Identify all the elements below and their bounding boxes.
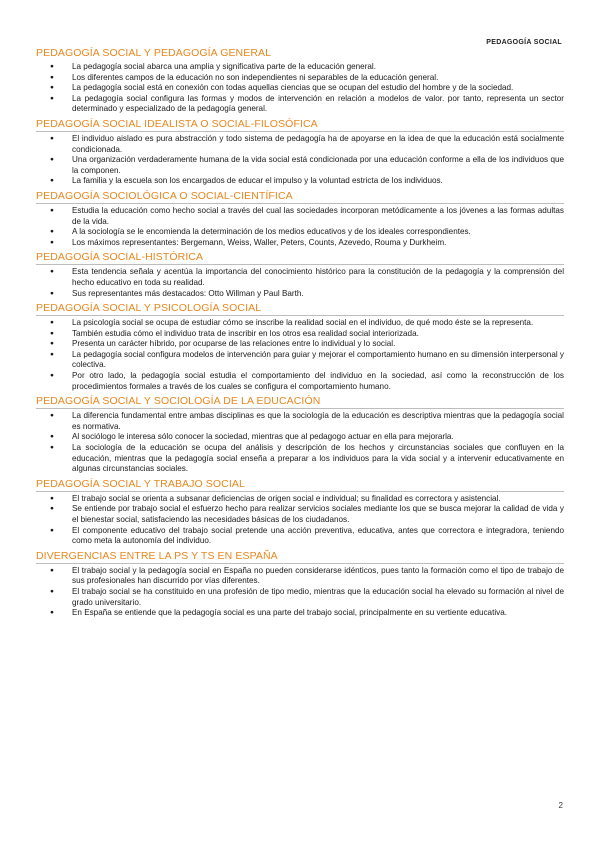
section-sociologia-educacion [36,395,564,475]
bullet-item: ● La pedagogía social configura las formas y modos de intervención en relación a modelos de valor. por tanto, representa un sector determinado y especializado de la pedagogía general. [36,94,564,115]
section-idealista [36,118,564,187]
section-trabajo-social [36,478,564,547]
bullet-item: ● La pedagogía social está en conexión con todas aquellas ciencias que se ocupan del estudio del hombre y de la sociedad. [36,83,564,94]
bullet-item: ● En España se entiende que la pedagogía social es una parte del trabajo social, principalmente en su vertiente educativa. [36,608,564,619]
section-title: DIVERGENCIAS ENTRE LA PS Y TS EN ESPAÑA [36,550,564,564]
page-number: 2 [558,801,563,810]
section-psicologia-social [36,302,564,392]
bullet-item: ● Por otro lado, la pedagogía social estudia el comportamiento del individuo en la sociedad, así como la reconstrucción de los procedimientos formales a través de los cuales se configura el comportamiento humano. [36,371,564,392]
bullet-list [36,411,564,475]
bullet-item: ● Los diferentes campos de la educación no son independientes ni separables de la educación general. [36,73,564,84]
bullet-item: ● Estudia la educación como hecho social a través del cual las sociedades incorporan metódicamente a los jóvenes a las formas adultas de la vida. [36,206,564,227]
section-title: PEDAGOGÍA SOCIAL Y SOCIOLOGÍA DE LA EDUCACIÓN [36,395,564,409]
bullet-list [36,267,564,299]
document-body [36,47,564,622]
section-sociologica [36,190,564,248]
section-title: PEDAGOGÍA SOCIAL Y PSICOLOGÍA SOCIAL [36,302,564,316]
section-title: PEDAGOGÍA SOCIAL Y TRABAJO SOCIAL [36,478,564,492]
bullet-item: ● También estudia cómo el individuo trata de inscribir en los otros esa realidad social interiorizada. [36,329,564,340]
bullet-item: ● Una organización verdaderamente humana de la vida social está condicionada por una educación conforme a ella de los individuos que la componen. [36,155,564,176]
bullet-item: ● La diferencia fundamental entre ambas disciplinas es que la sociología de la educación es descriptiva mientras que la pedagogía social es normativa. [36,411,564,432]
bullet-item: ● Esta tendencia señala y acentúa la importancia del conocimiento histórico para la constitución de la pedagogía y la comprensión del hecho educativo en toda su realidad. [36,267,564,288]
bullet-item: ● Se entiende por trabajo social el esfuerzo hecho para realizar servicios sociales mediante los que se busca mejorar la calidad de vida y el bienestar social, satisfaciendo las necesidades básicas de los ciudadanos. [36,504,564,525]
bullet-item: ● Sus representantes más destacados: Otto Willman y Paul Barth. [36,289,564,300]
section-title: PEDAGOGÍA SOCIAL IDEALISTA O SOCIAL-FILOSÓFICA [36,118,564,132]
bullet-list [36,134,564,187]
bullet-item: ● Los máximos representantes: Bergemann, Weiss, Waller, Peters, Counts, Azevedo, Rouma y Durkheim. [36,238,564,249]
running-header: PEDAGOGÍA SOCIAL [486,39,562,46]
bullet-list [36,318,564,392]
bullet-list [36,62,564,115]
bullet-item: ● A la sociología se le encomienda la determinación de los medios educativos y de los ideales correspondientes. [36,227,564,238]
bullet-list [36,494,564,547]
section-historica [36,251,564,299]
section-title: PEDAGOGÍA SOCIOLÓGICA O SOCIAL-CIENTÍFICA [36,190,564,204]
section-pedagogia-general [36,47,564,115]
section-title: PEDAGOGÍA SOCIAL-HISTÓRICA [36,251,564,265]
bullet-item: ● La sociología de la educación se ocupa del análisis y descripción de los hechos y circunstancias sociales que confluyen en la educación, mientras que la pedagogía social enseña a preparar a los individuos para la vida social y a intervenir educativamente en algunas circunstancias sociales. [36,443,564,475]
bullet-list [36,566,564,619]
bullet-item: ● El trabajo social y la pedagogía social en España no pueden considerarse idénticos, pues tanto la formación como el tipo de trabajo de sus profesionales han discurrido por vías diferentes. [36,566,564,587]
bullet-item: ● El trabajo social se orienta a subsanar deficiencias de origen social e individual; su finalidad es correctora y asistencial. [36,494,564,505]
bullet-item: ● El trabajo social se ha constituido en una profesión de tipo medio, mientras que la educación social ha elevado su formación al nivel de grado universitario. [36,587,564,608]
bullet-item: ● La psicología social se ocupa de estudiar cómo se inscribe la realidad social en el individuo, de qué modo éste se la representa. [36,318,564,329]
bullet-item: ● La pedagogía social configura modelos de intervención para guiar y mejorar el comportamiento humano en su dimensión interpersonal y colectiva. [36,350,564,371]
section-title: PEDAGOGÍA SOCIAL Y PEDAGOGÍA GENERAL [36,47,272,59]
section-divergencias [36,550,564,619]
bullet-item: ● El individuo aislado es pura abstracción y todo sistema de pedagogía ha de apoyarse en la idea de que la educación está socialmente condicionada. [36,134,564,155]
bullet-item: ● El componente educativo del trabajo social pretende una acción preventiva, educativa, antes que correctora e integradora, teniendo como meta la autonomía del individuo. [36,526,564,547]
bullet-list [36,206,564,248]
bullet-item: ● Al sociólogo le interesa sólo conocer la sociedad, mientras que al pedagogo actuar en ella para mejorarla. [36,432,564,443]
bullet-item: ● La pedagogía social abarca una amplia y significativa parte de la educación general. [36,62,564,73]
bullet-item: ● La familia y la escuela son los encargados de educar el impulso y la voluntad estricta de los individuos. [36,176,564,187]
bullet-item: ● Presenta un carácter híbrido, por ocuparse de las relaciones entre lo individual y lo social. [36,339,564,350]
